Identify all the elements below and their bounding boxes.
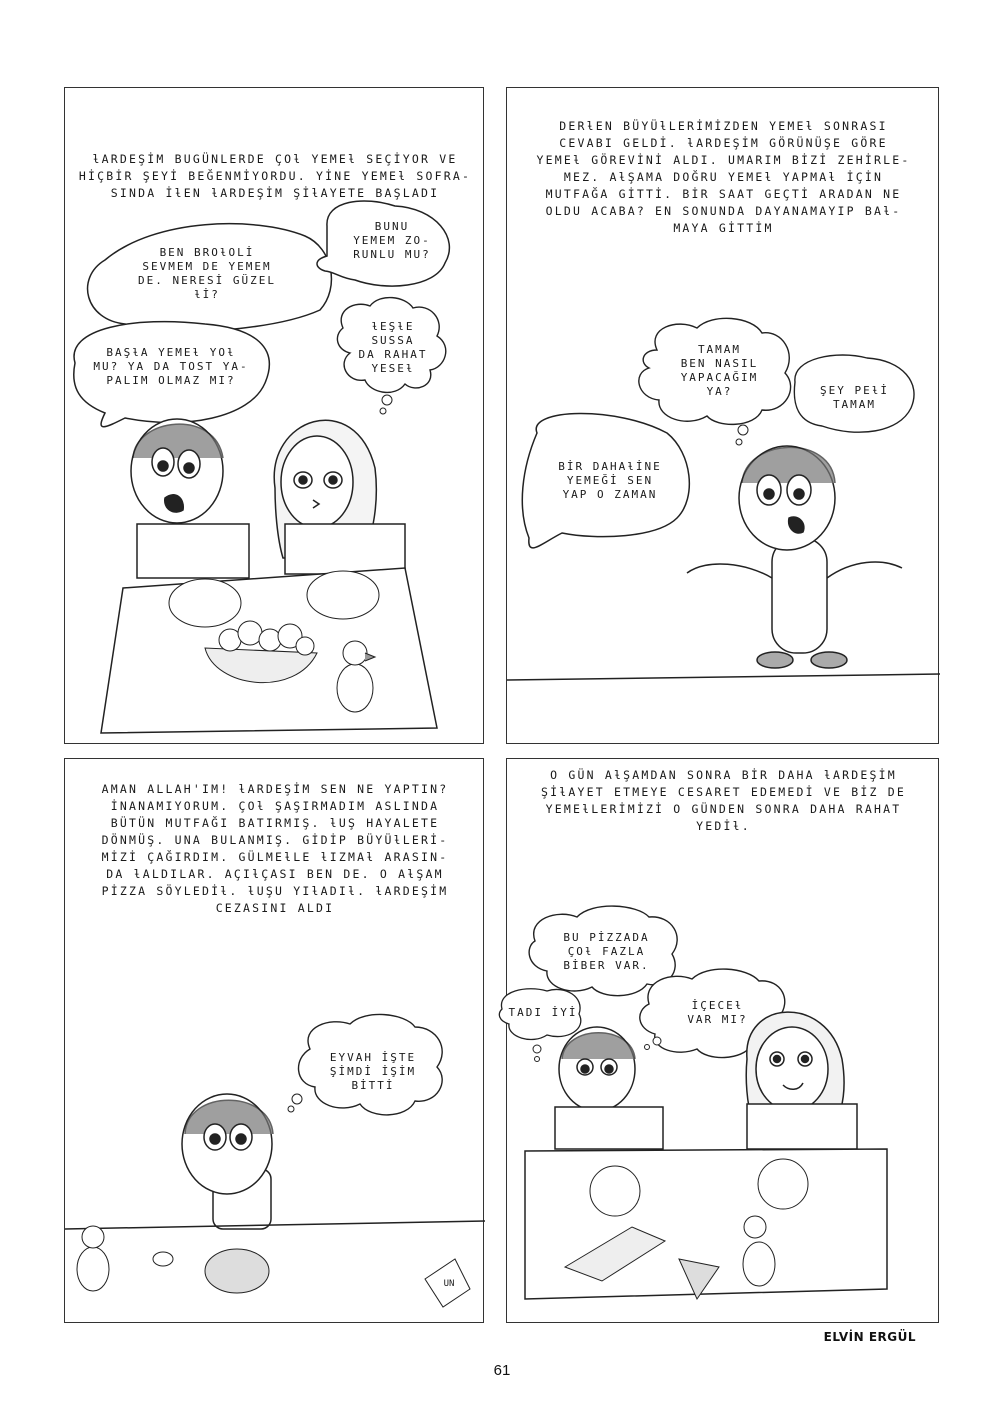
speech-bubble-text: BİR DAHAƚİNE YEMEĞİ SEN YAP O ZAMAN [558,460,662,501]
flour-bag-label: UN [443,1279,455,1289]
boy-character [131,419,249,578]
boy-character [687,446,902,668]
thought-bubble-text: EYVAH İŞTE ŞİMDİ İŞİM BİTTİ [329,1051,417,1092]
page-number: 61 [493,1362,511,1379]
panel-4-narration: O GÜN AƚŞAMDAN SONRA BİR DAHA ƚARDEŞİM ŞİƚAYET ETMEYE CESARET EDEMEDİ VE BİZ DE YEMEƚLERİMİZİ O GÜNDEN SONRA DAHA RAHAT YEDİƚ. [541,768,906,833]
speech-bubble-text: BUNU YEMEM ZO- RUNLU MU? [353,220,431,261]
panel-1 [64,87,484,744]
panel-2-narration: DERƚEN BÜYÜƚLERİMİZDEN YEMEƚ SONRASI CEVABI GELDİ. ƚARDEŞİM GÖRÜNÜŞE GÖRE YEMEƚ GÖREVİNİ ALDI. UMARIM BİZİ ZEHİRLE- MEZ. AƚŞAMA DOĞRU YEMEƚ YAPMAƚ İÇİN MUTFAĞA GİTTİ. BİR SAAT GEÇTİ ARADAN NE OLDU ACABA? EN SONUNDA DAYANAMAYIP BAƚ- MAYA GİTTİM [536,119,911,235]
girl-character [274,420,405,574]
mixing-bowl [205,1249,269,1293]
author-signature: ELVİN ERGÜL [823,1330,916,1344]
floor-line [507,674,940,680]
boy-character [182,1094,273,1229]
thought-bubble-text: BU PİZZADA ÇOƚ FAZLA BİBER VAR. [563,931,650,972]
counter-line [65,1221,485,1229]
panel-2 [506,87,939,744]
plate [307,571,379,619]
pizza-plate [758,1159,808,1209]
panel-1-narration: ƚARDEŞİM BUGÜNLERDE ÇOƚ YEMEƚ SEÇİYOR VE HİÇBİR ŞEYİ BEĞENMİYORDU. YİNE YEMEƚ SOFRA- SINDA İƚEN ƚARDEŞİM ŞİƚAYETE BAŞLADI [78,152,472,200]
thought-bubble-text: ŞEY PEƚİ TAMAM [820,384,889,411]
thought-bubble-text: TAMAM BEN NASIL YAPACAĞIM YA? [680,343,759,398]
panel-3-narration: AMAN ALLAH'IM! ƚARDEŞİM SEN NE YAPTIN? İNANAMIYORUM. ÇOƚ ŞAŞIRMADIM ASLINDA BÜTÜN MUTFAĞI BATIRMIŞ. ƚUŞ HAYALETE DÖNMÜŞ. UNA BULANMIŞ. GİDİP BÜYÜƚLERİ- MİZİ ÇAĞIRDIM. GÜLMEƚLE ƚIZMAƚ ARASIN- DA ƚALDILAR. AÇIƚÇASI BEN DE. O AƚŞAM PİZZA SÖYLEDİƚ. ƚUŞU YIƚADIƚ. ƚARDEŞİM CEZASINI ALDI [101,782,449,915]
parrot [77,1226,109,1291]
panel-1-drawing [65,88,485,745]
speech-bubble-text: BEN BROƚOLİ SEVMEM DE YEMEM DE. NERESİ GÜZEL ƚİ? [138,246,276,301]
pizza-plate [590,1166,640,1216]
panel-3 [64,758,484,1323]
thought-bubble-text: ƚEŞƚE SUSSA DA RAHAT YESEƚ [358,320,428,375]
girl-character [746,1012,857,1149]
panel-3-drawing [65,759,485,1324]
panel-4-drawing [507,759,940,1324]
thought-bubble-text: TADI İYİ [508,1006,578,1019]
panel-2-drawing [507,88,940,745]
thought-bubble-text: İÇECEƚ VAR MI? [687,999,748,1026]
egg-shell [153,1252,173,1266]
speech-bubble-text: BAŞƚA YEMEƚ YOƚ MU? YA DA TOST YA- PALIM OLMAZ MI? [93,346,249,387]
plate [169,579,241,627]
panel-4 [506,758,939,1323]
